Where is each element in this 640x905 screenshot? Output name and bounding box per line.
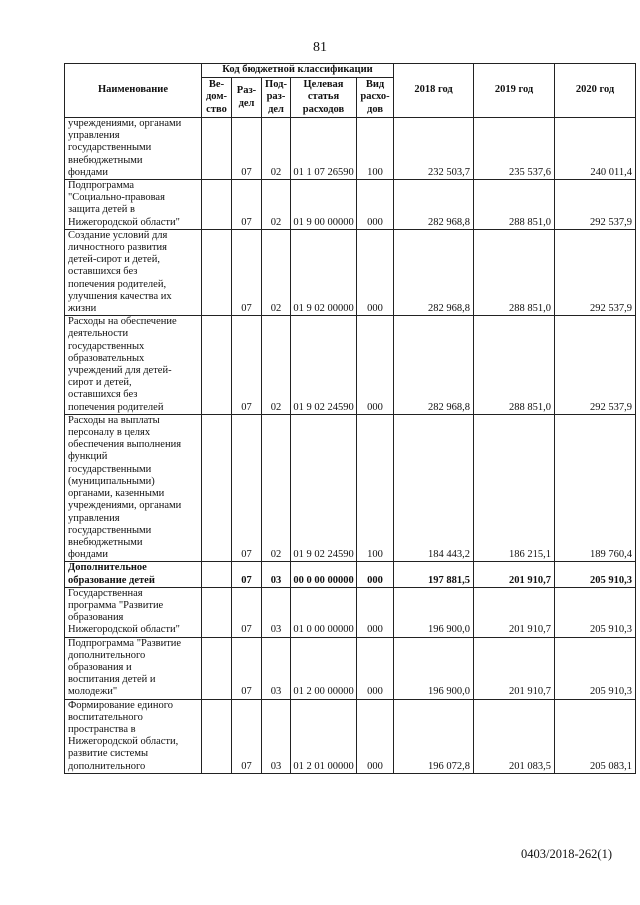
row-value-2018: 196 072,8 bbox=[394, 699, 474, 773]
row-value-2020: 292 537,9 bbox=[555, 180, 636, 230]
row-expense-type: 000 bbox=[357, 699, 394, 773]
row-name-line: защита детей в bbox=[68, 204, 135, 216]
row-value-2020: 189 760,4 bbox=[555, 414, 636, 561]
row-value-2019: 201 910,7 bbox=[474, 587, 555, 637]
row-name-line: оставшихся без bbox=[68, 389, 138, 401]
row-name bbox=[65, 316, 202, 415]
row-name-line: Создание условий для bbox=[68, 229, 168, 241]
row-podrazdel: 03 bbox=[262, 637, 291, 699]
row-name-line: фондами bbox=[68, 166, 108, 178]
row-target-item: 01 9 02 24590 bbox=[291, 316, 357, 415]
row-value-2018: 184 443,2 bbox=[394, 414, 474, 561]
row-target-item: 01 2 00 00000 bbox=[291, 637, 357, 699]
row-name-line: государственными bbox=[68, 142, 152, 154]
row-vedomstvo bbox=[202, 316, 232, 415]
row-name-line: внебюджетными bbox=[68, 154, 143, 166]
row-name bbox=[65, 562, 202, 587]
row-name-line: "Социально-правовая bbox=[68, 192, 165, 204]
table-row bbox=[65, 414, 636, 561]
row-target-item: 01 9 00 00000 bbox=[291, 180, 357, 230]
row-name-line: Государственная bbox=[68, 587, 143, 599]
row-name-line: развитие системы bbox=[68, 748, 149, 760]
table-body bbox=[65, 118, 636, 774]
table-row bbox=[65, 229, 636, 315]
row-name bbox=[65, 637, 202, 699]
row-vedomstvo bbox=[202, 229, 232, 315]
row-value-2019: 201 910,7 bbox=[474, 637, 555, 699]
row-value-2020: 292 537,9 bbox=[555, 316, 636, 415]
row-value-2020: 240 011,4 bbox=[555, 118, 636, 180]
row-podrazdel: 02 bbox=[262, 118, 291, 180]
row-name-line: учреждениями, органами bbox=[68, 500, 182, 512]
row-podrazdel: 02 bbox=[262, 316, 291, 415]
row-name-line: обеспечения выполнения bbox=[68, 439, 182, 451]
budget-table bbox=[64, 63, 636, 774]
row-name-line: Дополнительное bbox=[68, 562, 147, 574]
row-podrazdel: 02 bbox=[262, 180, 291, 230]
row-name-line: государственными bbox=[68, 524, 152, 536]
row-razdel: 07 bbox=[232, 118, 262, 180]
row-razdel: 07 bbox=[232, 414, 262, 561]
row-podrazdel: 03 bbox=[262, 562, 291, 587]
row-razdel: 07 bbox=[232, 316, 262, 415]
row-name-line: Расходы на выплаты bbox=[68, 414, 160, 426]
row-name bbox=[65, 180, 202, 230]
header-code-group: Код бюджетной классификации bbox=[202, 64, 394, 78]
row-name bbox=[65, 118, 202, 180]
row-value-2018: 232 503,7 bbox=[394, 118, 474, 180]
row-vedomstvo bbox=[202, 637, 232, 699]
row-value-2019: 235 537,6 bbox=[474, 118, 555, 180]
header-expense-type: Вид расхо- дов bbox=[357, 78, 394, 118]
row-expense-type: 100 bbox=[357, 414, 394, 561]
row-vedomstvo bbox=[202, 562, 232, 587]
row-razdel: 07 bbox=[232, 699, 262, 773]
row-vedomstvo bbox=[202, 587, 232, 637]
row-name-line: Нижегородской области, bbox=[68, 736, 179, 748]
row-target-item: 00 0 00 00000 bbox=[291, 562, 357, 587]
row-vedomstvo bbox=[202, 699, 232, 773]
row-name bbox=[65, 229, 202, 315]
row-name-line: воспитательного bbox=[68, 711, 143, 723]
row-name-line: программа "Развитие bbox=[68, 599, 164, 611]
row-name-line: деятельности bbox=[68, 328, 129, 340]
row-target-item: 01 9 02 24590 bbox=[291, 414, 357, 561]
row-value-2019: 288 851,0 bbox=[474, 180, 555, 230]
row-name bbox=[65, 587, 202, 637]
row-name-line: молодежи" bbox=[68, 686, 118, 698]
row-name-line: фондами bbox=[68, 549, 108, 561]
header-2020: 2020 год bbox=[555, 64, 636, 118]
row-name-line: попечения родителей bbox=[68, 401, 164, 413]
row-value-2019: 288 851,0 bbox=[474, 229, 555, 315]
row-value-2019: 201 083,5 bbox=[474, 699, 555, 773]
row-expense-type: 100 bbox=[357, 118, 394, 180]
row-name-line: управления bbox=[68, 130, 120, 142]
row-name-line: Подпрограмма "Развитие bbox=[68, 637, 182, 649]
row-name-line: Нижегородской области" bbox=[68, 624, 180, 636]
row-target-item: 01 0 00 00000 bbox=[291, 587, 357, 637]
row-razdel: 07 bbox=[232, 180, 262, 230]
row-target-item: 01 2 01 00000 bbox=[291, 699, 357, 773]
row-name-line: образование детей bbox=[68, 574, 155, 586]
row-value-2019: 288 851,0 bbox=[474, 316, 555, 415]
row-value-2018: 282 968,8 bbox=[394, 316, 474, 415]
row-podrazdel: 02 bbox=[262, 229, 291, 315]
row-name-line: воспитания детей и bbox=[68, 674, 156, 686]
header-vedomstvo: Ве- дом- ство bbox=[202, 78, 232, 118]
row-expense-type: 000 bbox=[357, 562, 394, 587]
row-name-line: пространства в bbox=[68, 723, 136, 735]
row-value-2018: 197 881,5 bbox=[394, 562, 474, 587]
row-razdel: 07 bbox=[232, 562, 262, 587]
row-value-2018: 196 900,0 bbox=[394, 637, 474, 699]
document-code: 0403/2018-262(1) bbox=[521, 847, 612, 861]
row-vedomstvo bbox=[202, 180, 232, 230]
row-name-line: государственных bbox=[68, 340, 145, 352]
row-name-line: детей-сирот и детей, bbox=[68, 254, 160, 266]
table-row bbox=[65, 118, 636, 180]
row-razdel: 07 bbox=[232, 587, 262, 637]
row-expense-type: 000 bbox=[357, 316, 394, 415]
table-row bbox=[65, 637, 636, 699]
row-value-2019: 186 215,1 bbox=[474, 414, 555, 561]
table-row bbox=[65, 699, 636, 773]
header-razdel: Раз- дел bbox=[232, 78, 262, 118]
row-name-line: образования bbox=[68, 612, 124, 624]
row-value-2020: 205 910,3 bbox=[555, 587, 636, 637]
row-name-line: учреждениями, органами bbox=[68, 118, 182, 129]
row-value-2019: 201 910,7 bbox=[474, 562, 555, 587]
row-name-line: сирот и детей, bbox=[68, 377, 132, 389]
row-name-line: (муниципальными) bbox=[68, 475, 155, 487]
row-value-2018: 196 900,0 bbox=[394, 587, 474, 637]
row-value-2018: 282 968,8 bbox=[394, 229, 474, 315]
row-name-line: органами, казенными bbox=[68, 488, 165, 500]
row-name-line: дополнительного bbox=[68, 649, 146, 661]
row-name-line: Нижегородской области" bbox=[68, 216, 180, 228]
row-name-line: государственными bbox=[68, 463, 152, 475]
header-target-item: Целевая статья расходов bbox=[291, 78, 357, 118]
row-name-line: улучшения качества их bbox=[68, 290, 172, 302]
row-name-line: управления bbox=[68, 512, 120, 524]
row-name-line: Расходы на обеспечение bbox=[68, 316, 177, 328]
row-name-line: образования и bbox=[68, 661, 132, 673]
row-expense-type: 000 bbox=[357, 180, 394, 230]
row-value-2020: 205 910,3 bbox=[555, 562, 636, 587]
row-name-line: оставшихся без bbox=[68, 266, 138, 278]
row-expense-type: 000 bbox=[357, 229, 394, 315]
row-value-2020: 205 083,1 bbox=[555, 699, 636, 773]
table-row bbox=[65, 587, 636, 637]
header-2019: 2019 год bbox=[474, 64, 555, 118]
row-name-line: Подпрограмма bbox=[68, 180, 135, 192]
page-number: 81 bbox=[313, 40, 327, 55]
row-name-line: жизни bbox=[68, 303, 97, 315]
row-podrazdel: 03 bbox=[262, 587, 291, 637]
row-target-item: 01 1 07 26590 bbox=[291, 118, 357, 180]
header-name: Наименование bbox=[65, 64, 202, 118]
row-name-line: образовательных bbox=[68, 352, 145, 364]
header-podrazdel: Под- раз- дел bbox=[262, 78, 291, 118]
row-target-item: 01 9 02 00000 bbox=[291, 229, 357, 315]
row-value-2018: 282 968,8 bbox=[394, 180, 474, 230]
row-name-line: внебюджетными bbox=[68, 536, 143, 548]
row-expense-type: 000 bbox=[357, 637, 394, 699]
table-row bbox=[65, 180, 636, 230]
table-row bbox=[65, 316, 636, 415]
row-value-2020: 292 537,9 bbox=[555, 229, 636, 315]
row-vedomstvo bbox=[202, 118, 232, 180]
row-razdel: 07 bbox=[232, 229, 262, 315]
row-name-line: личностного развития bbox=[68, 242, 167, 254]
row-name-line: дополнительного bbox=[68, 760, 146, 772]
row-name-line: Формирование единого bbox=[68, 699, 174, 711]
row-name-line: попечения родителей, bbox=[68, 278, 167, 290]
row-name-line: персоналу в целях bbox=[68, 427, 151, 439]
table-row bbox=[65, 562, 636, 587]
row-podrazdel: 03 bbox=[262, 699, 291, 773]
row-value-2020: 205 910,3 bbox=[555, 637, 636, 699]
row-razdel: 07 bbox=[232, 637, 262, 699]
row-name bbox=[65, 699, 202, 773]
row-name bbox=[65, 414, 202, 561]
row-expense-type: 000 bbox=[357, 587, 394, 637]
row-vedomstvo bbox=[202, 414, 232, 561]
header-2018: 2018 год bbox=[394, 64, 474, 118]
row-podrazdel: 02 bbox=[262, 414, 291, 561]
row-name-line: учреждений для детей- bbox=[68, 365, 172, 377]
row-name-line: функций bbox=[68, 451, 108, 463]
